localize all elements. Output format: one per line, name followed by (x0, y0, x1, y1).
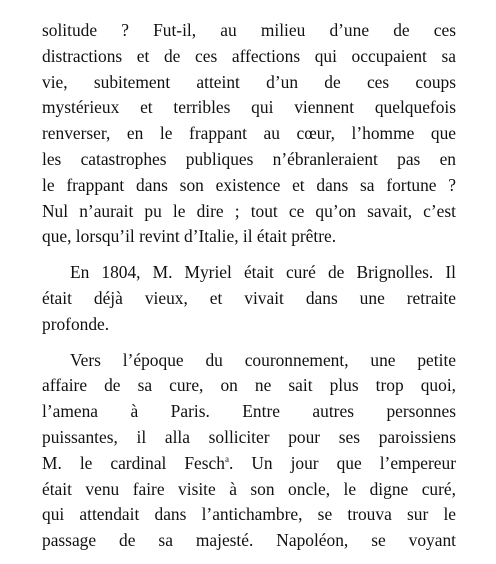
text-line-with-footnote (42, 451, 456, 477)
text-line: solitude ? Fut-il, au milieu d’une de ces (42, 20, 456, 40)
text-line: était venu faire visite à son oncle, le digne curé, (42, 478, 456, 499)
text-segment: . Un jour que l’empereur (228, 452, 456, 473)
text-line: Vers l’époque du couronnement, une petite (70, 349, 456, 370)
text-line: passage de sa majesté. Napoléon, se voyant (42, 530, 456, 551)
text-line: l’amena à Paris. Entre autres personnes (42, 401, 456, 422)
text-line: affaire de sa cure, on ne sait plus trop quoi, (42, 375, 456, 396)
text-line: En 1804, M. Myriel était curé de Brignolles. Il (70, 262, 456, 283)
text-line: que, lorsqu’il revint d’Italie, il était prêtre. (42, 226, 337, 247)
text-line: puissantes, il alla solliciter pour ses paroissiens (42, 426, 456, 447)
footnote-marker: a (224, 453, 229, 464)
text-line: profonde. (42, 313, 110, 334)
text-line: était déjà vieux, et vivait dans une retraite (42, 287, 456, 308)
text-segment: M. le cardinal Fesch (42, 452, 225, 473)
book-page (42, 18, 456, 564)
text-line: le frappant dans son existence et dans sa fortune ? (42, 174, 456, 195)
text-line: mystérieux et terribles qui viennent quelquefois (42, 97, 456, 118)
paragraph-2 (42, 260, 456, 337)
text-line: les catastrophes publiques n’ébranleraient pas en (42, 148, 456, 169)
text-line: Nul n’aurait pu le dire ; tout ce qu’on savait, c’est (42, 200, 456, 221)
text-line: qui attendait dans l’antichambre, se trouva sur le (42, 504, 456, 525)
paragraph-1 (42, 18, 456, 250)
text-line: distractions et de ces affections qui occupaient sa (42, 45, 456, 66)
paragraph-3 (42, 348, 456, 554)
text-line: vie, subitement atteint d’un de ces coups (42, 71, 456, 92)
text-line: renverser, en le frappant au cœur, l’homme que (42, 123, 456, 144)
